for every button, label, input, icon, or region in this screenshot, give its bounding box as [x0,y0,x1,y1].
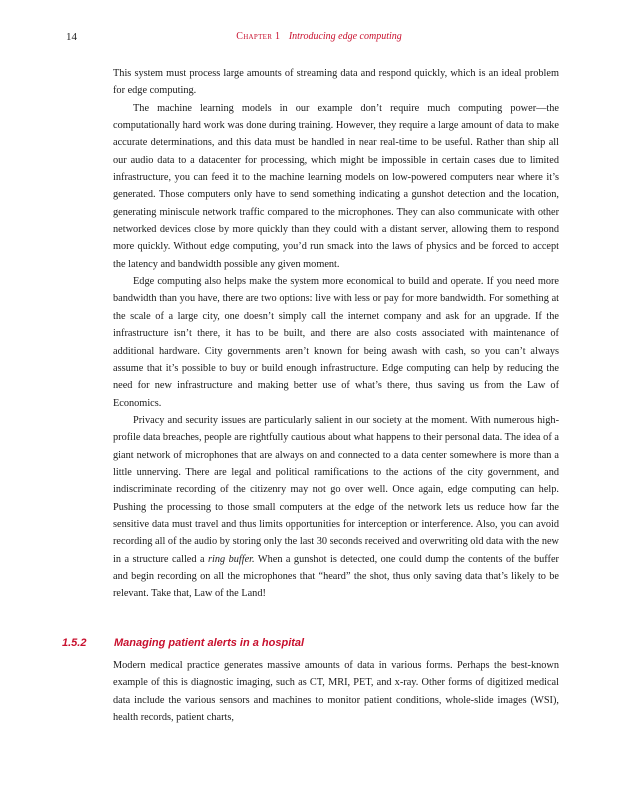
section-heading [62,637,562,655]
emphasis-term: ring buffer. [207,553,255,565]
paragraph: Edge computing also helps make the system more economical to build and operate. If you need more bandwidth than you have, there are two options: live with less or pay for more bandwidth. For something at the scale of a large city, one doesn’t simply call the internet company and ask for an upgrade. If the infrastructure isn’t there, it has to be built, and there are also costs associated with maintenance of additional hardware. City governments aren’t known for being awash with cash, so you can’t always assume that it’s possible to buy or build enough infrastructure. Edge computing can help by reducing the need for new infrastructure and making better use of what’s there, thus saving us from the Law of Economics. [113,276,559,409]
chapter-title: Introducing edge computing [288,31,402,42]
chapter-heading [60,31,578,42]
section-title: Managing patient alerts in a hospital [114,637,305,649]
paragraph [113,412,559,603]
body-text [113,65,559,603]
paragraph: This system must process large amounts of streaming data and respond quickly, which is an ideal problem for edge computing. [113,68,559,97]
paragraph-text: When a gunshot is detected, one could dump the contents of the buffer and begin recording on all the microphones that “heard” the shot, thus only saving data that’s likely to be relevant. Take that, Law of the Land! [113,553,559,600]
paragraph: Modern medical practice generates massive amounts of data in various forms. Perhaps the best-known example of this is diagnostic imaging, such as CT, MRI, PET, and x-ray. Other forms of digitized medical data include the various sensors and machines to monitor patient conditions, whole-slide images (WSI), health records, patient charts, [113,660,559,724]
section-number: 1.5.2 [62,637,87,649]
section-body-text [113,657,559,726]
page-number: 14 [66,31,77,43]
paragraph-text: Privacy and security issues are particularly salient in our society at the moment. With numerous high-profile data breaches, people are rightfully cautious about what happens to their personal data. The idea of a giant network of microphones that are always on and connected to a data center somewhere is more than a little unnerving. There are legal and political ramifications to the actions of the city government, and indiscriminate recording of the citizenry may not go over well. Once again, edge computing can help. Pushing the processing to those small computers at the edge of the network lets us reduce how far the sensitive data must travel and thus limits opportunities for interception or interference. Also, you can avoid recording all of the audio by storing only the last 30 seconds received and overwriting old data with the new in a structure called a [113,414,559,565]
paragraph: The machine learning models in our example don’t require much computing power—the computationally hard work was done during training. However, they require a large amount of data to make accurate determinations, and this data must be handled in near real-time to be useful. Rather than ship all our audio data to a datacenter for processing, which might be impossible in certain cases due to limited infrastructure, you can feed it to the machine learning models on low-powered computers near where it’s generated. Those computers only have to send something indicating a gunshot detection and the location, generating miniscule network traffic compared to the microphones. They can also communicate with other networked devices close by more quickly than they could with a distant server, allowing them to respond more quickly. Without edge computing, you’d run smack into the laws of physics and be forced to accept the latency and bandwidth possible any given moment. [113,102,559,270]
chapter-label: Chapter 1 [236,31,281,42]
running-header [60,31,578,47]
